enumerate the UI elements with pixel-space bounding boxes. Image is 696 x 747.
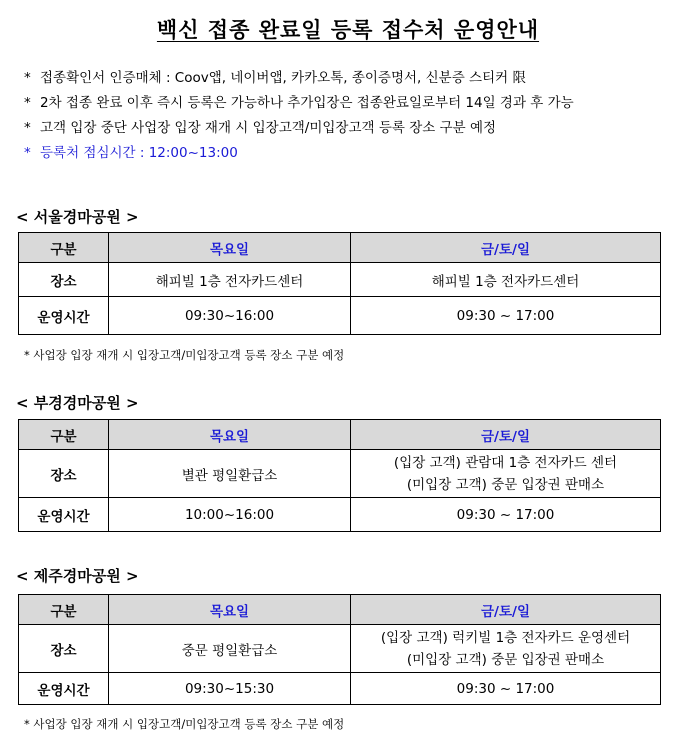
notice-text: 2차 접종 완료 이후 즉시 등록은 가능하나 추가입장은 접종완료일로부터 14일 경과 후 가능 bbox=[40, 95, 574, 111]
notice-text: 접종확인서 인증매체 : Coov앱, 네이버앱, 카카오톡, 종이증명서, 신분증 스티커 限 bbox=[40, 70, 526, 86]
thursday-place: 별관 평일환급소 bbox=[109, 450, 351, 498]
bullet-star: * bbox=[24, 145, 31, 161]
weekend-place-line-2: (미입장 고객) 중문 입장권 판매소 bbox=[406, 476, 605, 493]
notice-item bbox=[24, 91, 574, 116]
row-label-place: 장소 bbox=[19, 263, 109, 297]
table-row-hours bbox=[19, 498, 661, 532]
footnote-jeju: * 사업장 입장 재개 시 입장고객/미입장고객 등록 장소 구분 예정 bbox=[24, 717, 345, 731]
footnote-seoul: * 사업장 입장 재개 시 입장고객/미입장고객 등록 장소 구분 예정 bbox=[24, 348, 345, 362]
row-label-hours: 운영시간 bbox=[19, 297, 109, 335]
notice-list bbox=[24, 66, 574, 166]
thursday-hours: 09:30~15:30 bbox=[109, 673, 351, 705]
section-title-jeju: < 제주경마공원 > bbox=[16, 567, 139, 585]
table-row-hours bbox=[19, 297, 661, 335]
bullet-star: * bbox=[24, 70, 31, 86]
header-thursday: 목요일 bbox=[109, 595, 351, 625]
table-row-place bbox=[19, 450, 661, 498]
table-header-row bbox=[19, 595, 661, 625]
weekend-place bbox=[351, 625, 661, 673]
row-label-hours: 운영시간 bbox=[19, 673, 109, 705]
bullet-star: * bbox=[24, 120, 31, 136]
weekend-place-line-1: (입장 고객) 관람대 1층 전자카드 센터 bbox=[393, 454, 618, 471]
thursday-hours: 09:30~16:00 bbox=[109, 297, 351, 335]
notice-item-lunch bbox=[24, 141, 574, 166]
header-thursday: 목요일 bbox=[109, 420, 351, 450]
weekend-hours: 09:30 ~ 17:00 bbox=[351, 673, 661, 705]
weekend-place bbox=[351, 450, 661, 498]
weekend-place-line-1: (입장 고객) 럭키빌 1층 전자카드 운영센터 bbox=[380, 629, 631, 646]
jeju-schedule-table bbox=[18, 594, 661, 705]
table-row-place bbox=[19, 263, 661, 297]
header-weekend: 금/토/일 bbox=[351, 420, 661, 450]
thursday-place: 해피빌 1층 전자카드센터 bbox=[109, 263, 351, 297]
bullet-star: * bbox=[24, 95, 31, 111]
header-category: 구분 bbox=[19, 233, 109, 263]
table-row-place bbox=[19, 625, 661, 673]
weekend-place: 해피빌 1층 전자카드센터 bbox=[351, 263, 661, 297]
header-category: 구분 bbox=[19, 420, 109, 450]
table-row-hours bbox=[19, 673, 661, 705]
thursday-hours: 10:00~16:00 bbox=[109, 498, 351, 532]
thursday-place: 중문 평일환급소 bbox=[109, 625, 351, 673]
header-weekend: 금/토/일 bbox=[351, 595, 661, 625]
notice-item bbox=[24, 116, 574, 141]
busan-schedule-table bbox=[18, 419, 661, 532]
notice-text: 고객 입장 중단 사업장 입장 재개 시 입장고객/미입장고객 등록 장소 구분 예정 bbox=[40, 120, 497, 136]
seoul-schedule-table bbox=[18, 232, 661, 335]
weekend-hours: 09:30 ~ 17:00 bbox=[351, 498, 661, 532]
table-header-row bbox=[19, 233, 661, 263]
row-label-place: 장소 bbox=[19, 625, 109, 673]
header-thursday: 목요일 bbox=[109, 233, 351, 263]
section-title-seoul: < 서울경마공원 > bbox=[16, 208, 139, 226]
weekend-hours: 09:30 ~ 17:00 bbox=[351, 297, 661, 335]
row-label-place: 장소 bbox=[19, 450, 109, 498]
notice-text: 등록처 점심시간 : 12:00~13:00 bbox=[40, 145, 238, 161]
weekend-place-line-2: (미입장 고객) 중문 입장권 판매소 bbox=[406, 651, 605, 668]
header-category: 구분 bbox=[19, 595, 109, 625]
page-title: 백신 접종 완료일 등록 접수처 운영안내 bbox=[156, 17, 540, 42]
row-label-hours: 운영시간 bbox=[19, 498, 109, 532]
header-weekend: 금/토/일 bbox=[351, 233, 661, 263]
notice-item bbox=[24, 66, 574, 91]
table-header-row bbox=[19, 420, 661, 450]
section-title-busan: < 부경경마공원 > bbox=[16, 394, 139, 412]
